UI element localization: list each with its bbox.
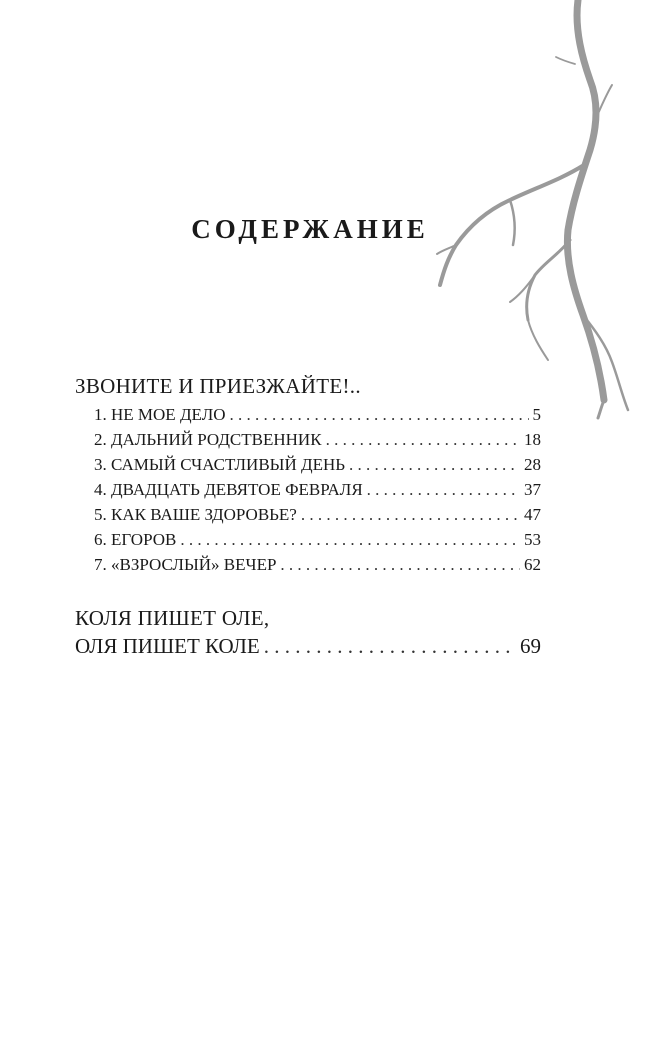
chapter-number: 2.: [94, 430, 107, 449]
chapter-title: ДАЛЬНИЙ РОДСТВЕННИК: [111, 430, 322, 449]
chapter-title: ЕГОРОВ: [111, 530, 177, 549]
chapter-title: КАК ВАШЕ ЗДОРОВЬЕ?: [111, 505, 297, 524]
page-title: СОДЕРЖАНИЕ: [191, 214, 429, 244]
chapter-title: САМЫЙ СЧАСТЛИВЫЙ ДЕНЬ: [111, 455, 346, 474]
page-number: 69: [520, 634, 541, 658]
page-number: 37: [524, 480, 541, 499]
dot-leader: [180, 527, 520, 552]
chapter-number: 7.: [94, 555, 107, 574]
toc-entry[interactable]: [75, 632, 541, 660]
page-number: 62: [524, 555, 541, 574]
toc-entry[interactable]: [94, 477, 541, 502]
part-title: ЗВОНИТЕ И ПРИЕЗЖАЙТЕ!..: [75, 374, 361, 398]
chapter-number: 5.: [94, 505, 107, 524]
dot-leader: [349, 452, 520, 477]
dot-leader: [326, 427, 520, 452]
toc-entry[interactable]: [94, 527, 541, 552]
part-title-line-1: КОЛЯ ПИШЕТ ОЛЕ,: [75, 606, 270, 630]
chapter-title: «ВЗРОСЛЫЙ» ВЕЧЕР: [111, 555, 277, 574]
dot-leader: [301, 502, 520, 527]
chapter-title: НЕ МОЕ ДЕЛО: [111, 405, 226, 424]
toc-entry[interactable]: [94, 402, 541, 427]
dot-leader: [280, 552, 520, 577]
chapter-number: 3.: [94, 455, 107, 474]
chapter-number: 1.: [94, 405, 107, 424]
toc-part-1: [75, 372, 541, 577]
dot-leader: [367, 477, 520, 502]
toc-entry[interactable]: [94, 427, 541, 452]
chapter-list: [75, 402, 541, 577]
page-number: 47: [524, 505, 541, 524]
toc-entry[interactable]: [94, 552, 541, 577]
page-number: 28: [524, 455, 541, 474]
toc-entry[interactable]: [94, 502, 541, 527]
chapter-number: 6.: [94, 530, 107, 549]
page-number: 53: [524, 530, 541, 549]
dot-leader: [264, 632, 516, 660]
toc-part-2[interactable]: [75, 604, 541, 660]
page-number: 5: [532, 405, 541, 424]
part-title-line-2: ОЛЯ ПИШЕТ КОЛЕ: [75, 634, 260, 658]
page-number: 18: [524, 430, 541, 449]
dot-leader: [230, 402, 529, 427]
chapter-title: ДВАДЦАТЬ ДЕВЯТОЕ ФЕВРАЛЯ: [111, 480, 363, 499]
toc-entry[interactable]: [94, 452, 541, 477]
chapter-number: 4.: [94, 480, 107, 499]
